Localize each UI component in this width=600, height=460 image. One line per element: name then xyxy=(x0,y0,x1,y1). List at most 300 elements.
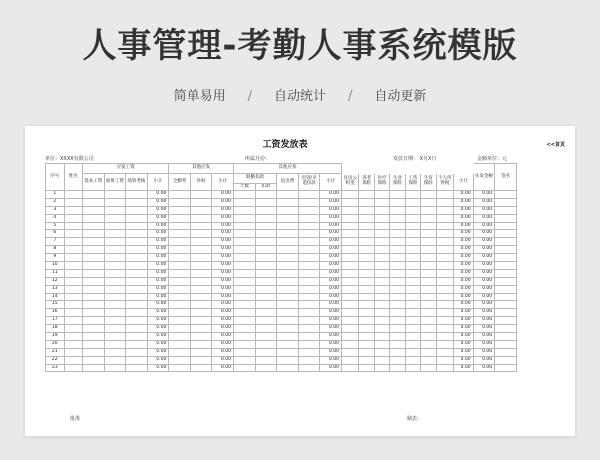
table-cell[interactable] xyxy=(421,285,436,293)
table-cell[interactable] xyxy=(421,277,436,285)
table-cell[interactable] xyxy=(126,340,148,348)
table-cell[interactable] xyxy=(495,214,517,222)
subtotal-cell[interactable]: 0.00 xyxy=(320,317,342,325)
table-cell[interactable] xyxy=(390,364,405,372)
subtotal-cell[interactable]: 0.00 xyxy=(454,356,474,364)
table-cell[interactable] xyxy=(495,230,517,238)
table-cell[interactable] xyxy=(298,301,320,309)
table-cell[interactable] xyxy=(126,254,148,262)
table-cell[interactable] xyxy=(421,214,436,222)
table-cell[interactable] xyxy=(126,262,148,270)
subtotal-cell[interactable]: 0.00 xyxy=(454,301,474,309)
table-cell[interactable] xyxy=(255,340,277,348)
row-seq-cell[interactable]: 17 xyxy=(46,317,65,325)
table-cell[interactable] xyxy=(405,364,420,372)
table-cell[interactable] xyxy=(277,301,299,309)
row-seq-cell[interactable]: 23 xyxy=(46,364,65,372)
table-cell[interactable] xyxy=(342,340,359,348)
table-cell[interactable] xyxy=(359,364,374,372)
table-cell[interactable] xyxy=(126,206,148,214)
subtotal-cell[interactable]: 0.00 xyxy=(320,198,342,206)
table-cell[interactable] xyxy=(495,285,517,293)
table-cell[interactable] xyxy=(298,285,320,293)
table-cell[interactable] xyxy=(190,348,212,356)
table-cell[interactable] xyxy=(104,262,126,270)
subtotal-cell[interactable]: 0.00 xyxy=(320,230,342,238)
table-cell[interactable] xyxy=(342,285,359,293)
subtotal-cell[interactable]: 0.00 xyxy=(212,333,234,341)
table-cell[interactable] xyxy=(374,277,389,285)
table-cell[interactable] xyxy=(390,269,405,277)
table-cell[interactable] xyxy=(234,333,256,341)
table-cell[interactable] xyxy=(234,246,256,254)
table-cell[interactable] xyxy=(298,238,320,246)
subtotal-cell[interactable]: 0.00 xyxy=(212,325,234,333)
subtotal-cell[interactable]: 0.00 xyxy=(454,333,474,341)
table-cell[interactable] xyxy=(277,356,299,364)
table-cell[interactable] xyxy=(390,254,405,262)
subtotal-cell[interactable]: 0.00 xyxy=(454,317,474,325)
table-cell[interactable] xyxy=(169,246,191,254)
row-seq-cell[interactable]: 21 xyxy=(46,348,65,356)
table-cell[interactable] xyxy=(104,317,126,325)
subtotal-cell[interactable]: 0.00 xyxy=(320,333,342,341)
table-cell[interactable] xyxy=(298,356,320,364)
table-cell[interactable] xyxy=(495,293,517,301)
table-cell[interactable] xyxy=(190,293,212,301)
table-cell[interactable] xyxy=(126,238,148,246)
subtotal-cell[interactable]: 0.00 xyxy=(454,246,474,254)
table-cell[interactable] xyxy=(277,230,299,238)
table-cell[interactable] xyxy=(374,254,389,262)
table-cell[interactable] xyxy=(495,191,517,199)
table-cell[interactable] xyxy=(390,191,405,199)
table-cell[interactable] xyxy=(495,262,517,270)
table-cell[interactable] xyxy=(359,309,374,317)
table-cell[interactable] xyxy=(255,364,277,372)
table-cell[interactable] xyxy=(64,293,83,301)
table-cell[interactable] xyxy=(495,309,517,317)
subtotal-cell[interactable]: 0.00 xyxy=(147,246,169,254)
row-seq-cell[interactable]: 22 xyxy=(46,356,65,364)
subtotal-cell[interactable]: 0.00 xyxy=(147,254,169,262)
subtotal-cell[interactable]: 0.00 xyxy=(320,325,342,333)
table-cell[interactable] xyxy=(374,348,389,356)
row-seq-cell[interactable]: 15 xyxy=(46,301,65,309)
table-cell[interactable] xyxy=(169,277,191,285)
table-cell[interactable] xyxy=(234,269,256,277)
table-cell[interactable] xyxy=(359,214,374,222)
table-cell[interactable] xyxy=(436,254,453,262)
table-cell[interactable] xyxy=(390,198,405,206)
table-cell[interactable] xyxy=(277,325,299,333)
home-link[interactable]: <<首页 xyxy=(546,142,565,148)
table-cell[interactable] xyxy=(405,293,420,301)
table-cell[interactable] xyxy=(421,356,436,364)
table-cell[interactable] xyxy=(421,309,436,317)
table-cell[interactable] xyxy=(126,348,148,356)
row-seq-cell[interactable]: 11 xyxy=(46,269,65,277)
subtotal-cell[interactable]: 0.00 xyxy=(473,333,495,341)
row-seq-cell[interactable]: 20 xyxy=(46,340,65,348)
table-cell[interactable] xyxy=(64,348,83,356)
table-cell[interactable] xyxy=(277,333,299,341)
table-cell[interactable] xyxy=(359,238,374,246)
table-cell[interactable] xyxy=(421,269,436,277)
table-cell[interactable] xyxy=(298,262,320,270)
table-cell[interactable] xyxy=(359,230,374,238)
subtotal-cell[interactable]: 0.00 xyxy=(212,285,234,293)
subtotal-cell[interactable]: 0.00 xyxy=(147,198,169,206)
table-cell[interactable] xyxy=(64,333,83,341)
table-cell[interactable] xyxy=(169,222,191,230)
table-cell[interactable] xyxy=(359,348,374,356)
table-cell[interactable] xyxy=(255,285,277,293)
table-cell[interactable] xyxy=(342,325,359,333)
table-cell[interactable] xyxy=(169,206,191,214)
table-cell[interactable] xyxy=(83,301,105,309)
table-cell[interactable] xyxy=(436,191,453,199)
table-cell[interactable] xyxy=(169,238,191,246)
table-cell[interactable] xyxy=(374,340,389,348)
table-cell[interactable] xyxy=(234,317,256,325)
table-cell[interactable] xyxy=(342,191,359,199)
subtotal-cell[interactable]: 0.00 xyxy=(454,325,474,333)
table-cell[interactable] xyxy=(374,222,389,230)
table-cell[interactable] xyxy=(390,238,405,246)
table-cell[interactable] xyxy=(277,348,299,356)
table-cell[interactable] xyxy=(421,325,436,333)
subtotal-cell[interactable]: 0.00 xyxy=(147,285,169,293)
subtotal-cell[interactable]: 0.00 xyxy=(320,277,342,285)
table-cell[interactable] xyxy=(421,246,436,254)
table-cell[interactable] xyxy=(359,222,374,230)
table-cell[interactable] xyxy=(298,230,320,238)
subtotal-cell[interactable]: 0.00 xyxy=(212,198,234,206)
table-cell[interactable] xyxy=(342,222,359,230)
table-cell[interactable] xyxy=(169,262,191,270)
table-cell[interactable] xyxy=(298,325,320,333)
table-cell[interactable] xyxy=(495,269,517,277)
table-cell[interactable] xyxy=(421,262,436,270)
table-cell[interactable] xyxy=(190,340,212,348)
table-cell[interactable] xyxy=(342,206,359,214)
subtotal-cell[interactable]: 0.00 xyxy=(320,364,342,372)
table-cell[interactable] xyxy=(405,198,420,206)
table-cell[interactable] xyxy=(64,206,83,214)
table-cell[interactable] xyxy=(374,356,389,364)
table-cell[interactable] xyxy=(104,309,126,317)
table-cell[interactable] xyxy=(342,198,359,206)
table-cell[interactable] xyxy=(234,340,256,348)
table-cell[interactable] xyxy=(436,214,453,222)
subtotal-cell[interactable]: 0.00 xyxy=(212,364,234,372)
table-cell[interactable] xyxy=(126,222,148,230)
subtotal-cell[interactable]: 0.00 xyxy=(320,340,342,348)
table-cell[interactable] xyxy=(169,293,191,301)
table-cell[interactable] xyxy=(190,317,212,325)
table-cell[interactable] xyxy=(255,206,277,214)
table-cell[interactable] xyxy=(83,325,105,333)
subtotal-cell[interactable]: 0.00 xyxy=(212,277,234,285)
table-cell[interactable] xyxy=(359,246,374,254)
row-seq-cell[interactable]: 18 xyxy=(46,325,65,333)
subtotal-cell[interactable]: 0.00 xyxy=(473,277,495,285)
table-cell[interactable] xyxy=(126,293,148,301)
table-cell[interactable] xyxy=(277,277,299,285)
table-cell[interactable] xyxy=(436,198,453,206)
subtotal-cell[interactable]: 0.00 xyxy=(320,356,342,364)
subtotal-cell[interactable]: 0.00 xyxy=(454,198,474,206)
subtotal-cell[interactable]: 0.00 xyxy=(212,269,234,277)
table-cell[interactable] xyxy=(390,222,405,230)
subtotal-cell[interactable]: 0.00 xyxy=(147,206,169,214)
table-cell[interactable] xyxy=(436,317,453,325)
table-cell[interactable] xyxy=(390,206,405,214)
table-cell[interactable] xyxy=(298,254,320,262)
row-seq-cell[interactable]: 4 xyxy=(46,214,65,222)
row-seq-cell[interactable]: 8 xyxy=(46,246,65,254)
subtotal-cell[interactable]: 0.00 xyxy=(147,214,169,222)
table-cell[interactable] xyxy=(169,198,191,206)
table-cell[interactable] xyxy=(390,309,405,317)
table-cell[interactable] xyxy=(390,348,405,356)
table-cell[interactable] xyxy=(405,277,420,285)
table-cell[interactable] xyxy=(421,198,436,206)
subtotal-cell[interactable]: 0.00 xyxy=(454,206,474,214)
table-cell[interactable] xyxy=(83,222,105,230)
table-cell[interactable] xyxy=(126,198,148,206)
table-cell[interactable] xyxy=(495,340,517,348)
table-cell[interactable] xyxy=(436,222,453,230)
table-cell[interactable] xyxy=(255,191,277,199)
table-cell[interactable] xyxy=(234,262,256,270)
table-cell[interactable] xyxy=(277,246,299,254)
subtotal-cell[interactable]: 0.00 xyxy=(454,254,474,262)
subtotal-cell[interactable]: 0.00 xyxy=(147,293,169,301)
table-cell[interactable] xyxy=(190,191,212,199)
table-cell[interactable] xyxy=(104,214,126,222)
table-cell[interactable] xyxy=(64,191,83,199)
table-cell[interactable] xyxy=(64,325,83,333)
table-cell[interactable] xyxy=(374,198,389,206)
subtotal-cell[interactable]: 0.00 xyxy=(320,293,342,301)
table-cell[interactable] xyxy=(298,364,320,372)
row-seq-cell[interactable]: 7 xyxy=(46,238,65,246)
table-cell[interactable] xyxy=(390,285,405,293)
subtotal-cell[interactable]: 0.00 xyxy=(473,364,495,372)
table-cell[interactable] xyxy=(234,293,256,301)
table-cell[interactable] xyxy=(234,277,256,285)
table-cell[interactable] xyxy=(64,285,83,293)
subtotal-cell[interactable]: 0.00 xyxy=(147,356,169,364)
table-cell[interactable] xyxy=(359,262,374,270)
subtotal-cell[interactable]: 0.00 xyxy=(454,340,474,348)
table-cell[interactable] xyxy=(277,222,299,230)
table-cell[interactable] xyxy=(374,230,389,238)
table-cell[interactable] xyxy=(405,206,420,214)
table-cell[interactable] xyxy=(342,301,359,309)
table-cell[interactable] xyxy=(359,198,374,206)
table-cell[interactable] xyxy=(436,206,453,214)
table-cell[interactable] xyxy=(298,348,320,356)
table-cell[interactable] xyxy=(234,356,256,364)
table-cell[interactable] xyxy=(190,222,212,230)
table-cell[interactable] xyxy=(255,317,277,325)
table-cell[interactable] xyxy=(126,317,148,325)
subtotal-cell[interactable]: 0.00 xyxy=(473,198,495,206)
table-cell[interactable] xyxy=(436,277,453,285)
row-seq-cell[interactable]: 16 xyxy=(46,309,65,317)
table-cell[interactable] xyxy=(64,356,83,364)
subtotal-cell[interactable]: 0.00 xyxy=(147,191,169,199)
table-cell[interactable] xyxy=(359,356,374,364)
table-cell[interactable] xyxy=(190,246,212,254)
table-cell[interactable] xyxy=(83,317,105,325)
table-cell[interactable] xyxy=(495,364,517,372)
subtotal-cell[interactable]: 0.00 xyxy=(473,262,495,270)
table-cell[interactable] xyxy=(495,301,517,309)
subtotal-cell[interactable]: 0.00 xyxy=(320,262,342,270)
table-cell[interactable] xyxy=(83,206,105,214)
table-cell[interactable] xyxy=(298,206,320,214)
table-cell[interactable] xyxy=(277,309,299,317)
table-cell[interactable] xyxy=(64,198,83,206)
table-cell[interactable] xyxy=(255,309,277,317)
table-cell[interactable] xyxy=(390,356,405,364)
table-cell[interactable] xyxy=(277,198,299,206)
table-cell[interactable] xyxy=(126,230,148,238)
subtotal-cell[interactable]: 0.00 xyxy=(454,277,474,285)
table-cell[interactable] xyxy=(234,206,256,214)
table-cell[interactable] xyxy=(277,364,299,372)
subtotal-cell[interactable]: 0.00 xyxy=(212,348,234,356)
table-cell[interactable] xyxy=(169,348,191,356)
subtotal-cell[interactable]: 0.00 xyxy=(320,301,342,309)
subtotal-cell[interactable]: 0.00 xyxy=(212,222,234,230)
table-cell[interactable] xyxy=(421,301,436,309)
table-cell[interactable] xyxy=(190,333,212,341)
table-cell[interactable] xyxy=(374,309,389,317)
table-cell[interactable] xyxy=(190,356,212,364)
table-cell[interactable] xyxy=(390,262,405,270)
table-cell[interactable] xyxy=(234,214,256,222)
subtotal-cell[interactable]: 0.00 xyxy=(320,238,342,246)
table-cell[interactable] xyxy=(342,317,359,325)
table-cell[interactable] xyxy=(298,333,320,341)
table-cell[interactable] xyxy=(104,222,126,230)
subtotal-cell[interactable]: 0.00 xyxy=(454,214,474,222)
table-cell[interactable] xyxy=(342,269,359,277)
table-cell[interactable] xyxy=(436,309,453,317)
table-cell[interactable] xyxy=(359,293,374,301)
table-cell[interactable] xyxy=(436,269,453,277)
subtotal-cell[interactable]: 0.00 xyxy=(212,262,234,270)
table-cell[interactable] xyxy=(436,301,453,309)
table-cell[interactable] xyxy=(64,254,83,262)
subtotal-cell[interactable]: 0.00 xyxy=(212,356,234,364)
table-cell[interactable] xyxy=(495,325,517,333)
table-cell[interactable] xyxy=(374,293,389,301)
row-seq-cell[interactable]: 13 xyxy=(46,285,65,293)
table-cell[interactable] xyxy=(190,238,212,246)
table-cell[interactable] xyxy=(495,317,517,325)
table-cell[interactable] xyxy=(104,246,126,254)
table-cell[interactable] xyxy=(126,191,148,199)
subtotal-cell[interactable]: 0.00 xyxy=(454,230,474,238)
subtotal-cell[interactable]: 0.00 xyxy=(320,348,342,356)
subtotal-cell[interactable]: 0.00 xyxy=(473,254,495,262)
subtotal-cell[interactable]: 0.00 xyxy=(147,309,169,317)
table-cell[interactable] xyxy=(234,348,256,356)
table-cell[interactable] xyxy=(234,222,256,230)
table-cell[interactable] xyxy=(359,191,374,199)
table-cell[interactable] xyxy=(405,340,420,348)
table-cell[interactable] xyxy=(495,206,517,214)
table-cell[interactable] xyxy=(421,206,436,214)
table-cell[interactable] xyxy=(298,191,320,199)
subtotal-cell[interactable]: 0.00 xyxy=(320,285,342,293)
subtotal-cell[interactable]: 0.00 xyxy=(454,293,474,301)
table-cell[interactable] xyxy=(277,191,299,199)
row-seq-cell[interactable]: 10 xyxy=(46,262,65,270)
table-cell[interactable] xyxy=(190,262,212,270)
subtotal-cell[interactable]: 0.00 xyxy=(473,301,495,309)
subtotal-cell[interactable]: 0.00 xyxy=(454,238,474,246)
table-cell[interactable] xyxy=(421,293,436,301)
table-cell[interactable] xyxy=(255,356,277,364)
table-cell[interactable] xyxy=(359,317,374,325)
table-cell[interactable] xyxy=(277,285,299,293)
table-cell[interactable] xyxy=(255,325,277,333)
table-cell[interactable] xyxy=(104,285,126,293)
table-cell[interactable] xyxy=(104,198,126,206)
table-cell[interactable] xyxy=(104,301,126,309)
table-cell[interactable] xyxy=(190,364,212,372)
table-cell[interactable] xyxy=(169,325,191,333)
subtotal-cell[interactable]: 0.00 xyxy=(212,238,234,246)
table-cell[interactable] xyxy=(374,317,389,325)
table-cell[interactable] xyxy=(374,325,389,333)
table-cell[interactable] xyxy=(104,254,126,262)
table-cell[interactable] xyxy=(374,238,389,246)
subtotal-cell[interactable]: 0.00 xyxy=(473,317,495,325)
subtotal-cell[interactable]: 0.00 xyxy=(454,364,474,372)
subtotal-cell[interactable]: 0.00 xyxy=(212,254,234,262)
subtotal-cell[interactable]: 0.00 xyxy=(147,269,169,277)
table-cell[interactable] xyxy=(83,348,105,356)
table-cell[interactable] xyxy=(405,285,420,293)
table-cell[interactable] xyxy=(298,293,320,301)
subtotal-cell[interactable]: 0.00 xyxy=(454,269,474,277)
table-cell[interactable] xyxy=(64,364,83,372)
table-cell[interactable] xyxy=(405,325,420,333)
table-cell[interactable] xyxy=(436,230,453,238)
table-cell[interactable] xyxy=(421,238,436,246)
table-cell[interactable] xyxy=(126,269,148,277)
table-cell[interactable] xyxy=(234,198,256,206)
subtotal-cell[interactable]: 0.00 xyxy=(473,285,495,293)
table-cell[interactable] xyxy=(342,293,359,301)
row-seq-cell[interactable]: 9 xyxy=(46,254,65,262)
subtotal-cell[interactable]: 0.00 xyxy=(320,222,342,230)
table-cell[interactable] xyxy=(495,356,517,364)
table-cell[interactable] xyxy=(298,198,320,206)
table-cell[interactable] xyxy=(405,214,420,222)
table-cell[interactable] xyxy=(190,198,212,206)
table-cell[interactable] xyxy=(169,254,191,262)
table-cell[interactable] xyxy=(83,262,105,270)
